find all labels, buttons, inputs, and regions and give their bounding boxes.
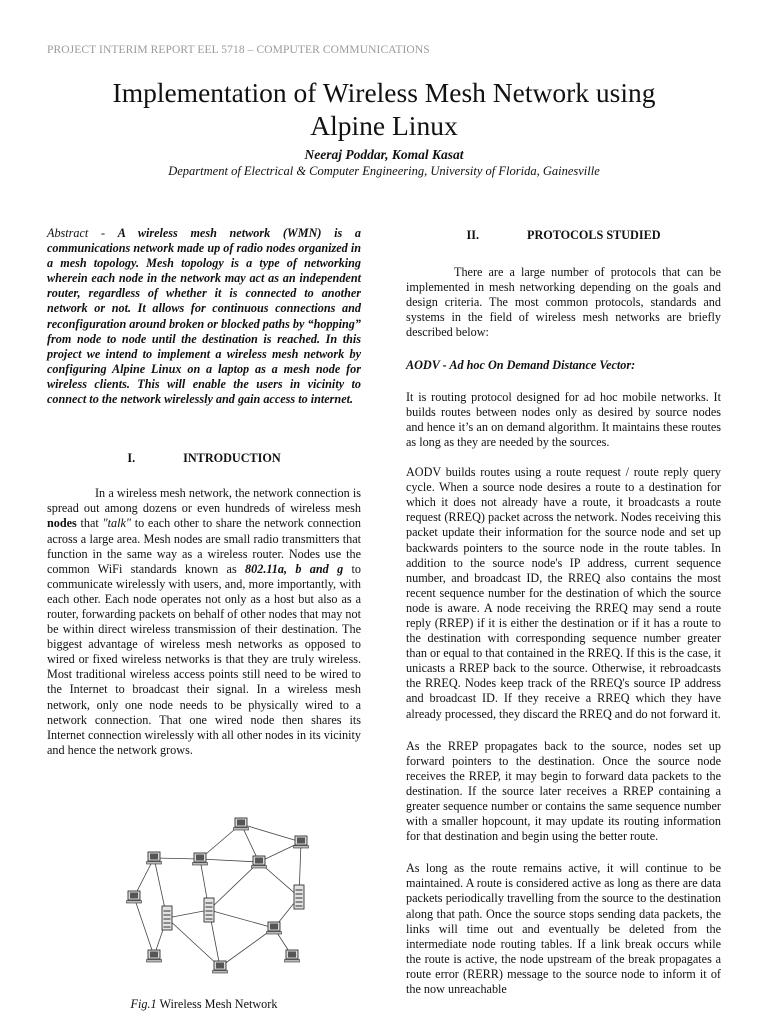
mesh-node (147, 950, 162, 962)
figure-caption (47, 997, 361, 1012)
aodv-paragraph-4: As long as the route remains active, it will continue to be maintained. A route is considered active as long as there are data packets periodically travelling from the source to the destination along that path. Once the source stops sending data packets, the links will time out and eventually be deleted from the intermediate node routing tables. If a link break occurs while the route is active, the node upstream of the break propagates a route error (RERR) message to the source node to inform it of the now unreachable (406, 861, 721, 997)
abstract-label: Abstract - (47, 226, 118, 240)
aodv-paragraph-3: As the RREP propagates back to the source, nodes set up forward pointers to the destination. Once the source node receives the RREP, it may begin to forward data packets to the destination. If the source later receives a RREP containing a greater sequence number or contains the same sequence number with a smaller hopcount, it may update its routing information for that destination and begin using the better route. (406, 738, 721, 844)
mesh-nodes (127, 818, 309, 973)
section-title: INTRODUCTION (183, 451, 281, 466)
running-header: PROJECT INTERIM REPORT EEL 5718 – COMPUTER COMMUNICATIONS (47, 44, 430, 56)
mesh-router (294, 885, 304, 909)
mesh-links (134, 824, 301, 967)
intro-text-c: to each other to share the network connection across a large area. Mesh nodes are small radio transmitters that function in the same way as a wireless router. Nodes use the common WiFi standards known as (47, 516, 361, 576)
intro-term-talk: "talk" (102, 516, 132, 531)
mesh-node (147, 852, 162, 864)
title-line-1: Implementation of Wireless Mesh Network using (112, 77, 656, 108)
figure-label: Fig.1 (130, 997, 157, 1011)
title-line-2: Alpine Linux (310, 110, 458, 141)
mesh-node (294, 836, 309, 848)
mesh-node (127, 891, 142, 903)
affiliation: Department of Electrical & Computer Engineering, University of Florida, Gainesville (168, 164, 600, 178)
mesh-node (267, 922, 282, 934)
authors: Neeraj Poddar, Komal Kasat (304, 147, 464, 162)
right-column (406, 226, 721, 997)
intro-text-d: to communicate wirelessly with users, and, more importantly, with each other. Each node operates not only as a host but also as a router, forwarding packets on behalf of other nodes that may not be within direct wireless transmission of their destination. The biggest advantage of wireless mesh networks as opposed to wired or fixed wireless networks is that they are truly wireless. Most traditional wireless access points still need to be wired to the Internet to broadcast their signal. In a wireless mesh network, only one node needs to be physically wired to a network connection. That one wired node then shares its Internet connection wirelessly with all other nodes in its vicinity and hence the network grows. (47, 561, 362, 757)
mesh-router (162, 906, 172, 930)
section-heading-protocols (406, 228, 721, 243)
intro-term-standards: 802.11a, b and g (245, 561, 344, 576)
abstract (47, 226, 361, 407)
figure-caption-text: Wireless Mesh Network (156, 997, 278, 1011)
abstract-text: A wireless mesh network (WMN) is a communications network made up of radio nodes organized in a mesh topology. Mesh topology is a type of networking wherein each node in the network may act as an independent router, regardless of whether it is connected to another network or not. It allows for continuous connections and reconfiguration around broken or blocked paths by “hopping” from node to node until the destination is reached. In this project we intend to implement a wireless mesh network by configuring Alpine Linux on a laptop as a mesh node for wireless clients. This will enable the users in vicinity to connect to the network wirelessly and gain access to internet. (47, 226, 361, 407)
intro-text-a: In a wireless mesh network, the network connection is spread out among dozens or even hundreds of wireless mesh (47, 486, 361, 516)
section-number: I. (127, 451, 136, 466)
left-column (47, 226, 361, 758)
mesh-node (213, 961, 228, 973)
paper-title (0, 76, 768, 142)
intro-text-b: that (76, 516, 103, 531)
mesh-network-figure (120, 812, 310, 980)
mesh-node (234, 818, 249, 830)
mesh-node (285, 950, 300, 962)
section-heading-introduction (47, 451, 361, 466)
protocols-intro-paragraph: There are a large number of protocols that can be implemented in mesh networking depending on the goals and design criteria. The most common protocols, standards and systems in the field of wireless mesh networks are briefly described below: (406, 265, 721, 340)
mesh-node (252, 856, 267, 868)
aodv-paragraph-2: AODV builds routes using a route request / route reply query cycle. When a source node desires a route to a destination for which it does not already have a route, it broadcasts a route request (RREQ) packet across the network. Nodes receiving this packet update their information for the source node and set up backwards pointers to the source node in the route tables. In addition to the source node's IP address, current sequence number, and broadcast ID, the RREQ also contains the most recent sequence number for the destination of which the source node is aware. A node receiving the RREQ may send a route reply (RREP) if it is either the destination or if it has a route to the destination with corresponding sequence number greater than or equal to that contained in the RREQ. If this is the case, it unicasts a RREP back to the source. Otherwise, it rebroadcasts the RREQ. Nodes keep track of the RREQ's source IP address and broadcast ID. If they receive a RREQ which they have already processed, they discard the RREQ and do not forward it. (406, 465, 721, 721)
intro-paragraph (47, 486, 361, 758)
intro-term-nodes: nodes (47, 516, 77, 531)
aodv-paragraph-1: It is routing protocol designed for ad hoc mobile networks. It builds routes between nodes only as desired by source nodes and hence it’s an on demand algorithm. It maintains these routes as long as they are needed by the sources. (406, 389, 721, 449)
section-number: II. (466, 228, 479, 242)
aodv-heading: AODV - Ad hoc On Demand Distance Vector: (406, 357, 636, 372)
mesh-router (204, 898, 214, 922)
section-title: PROTOCOLS STUDIED (527, 228, 661, 242)
mesh-node (193, 853, 208, 865)
